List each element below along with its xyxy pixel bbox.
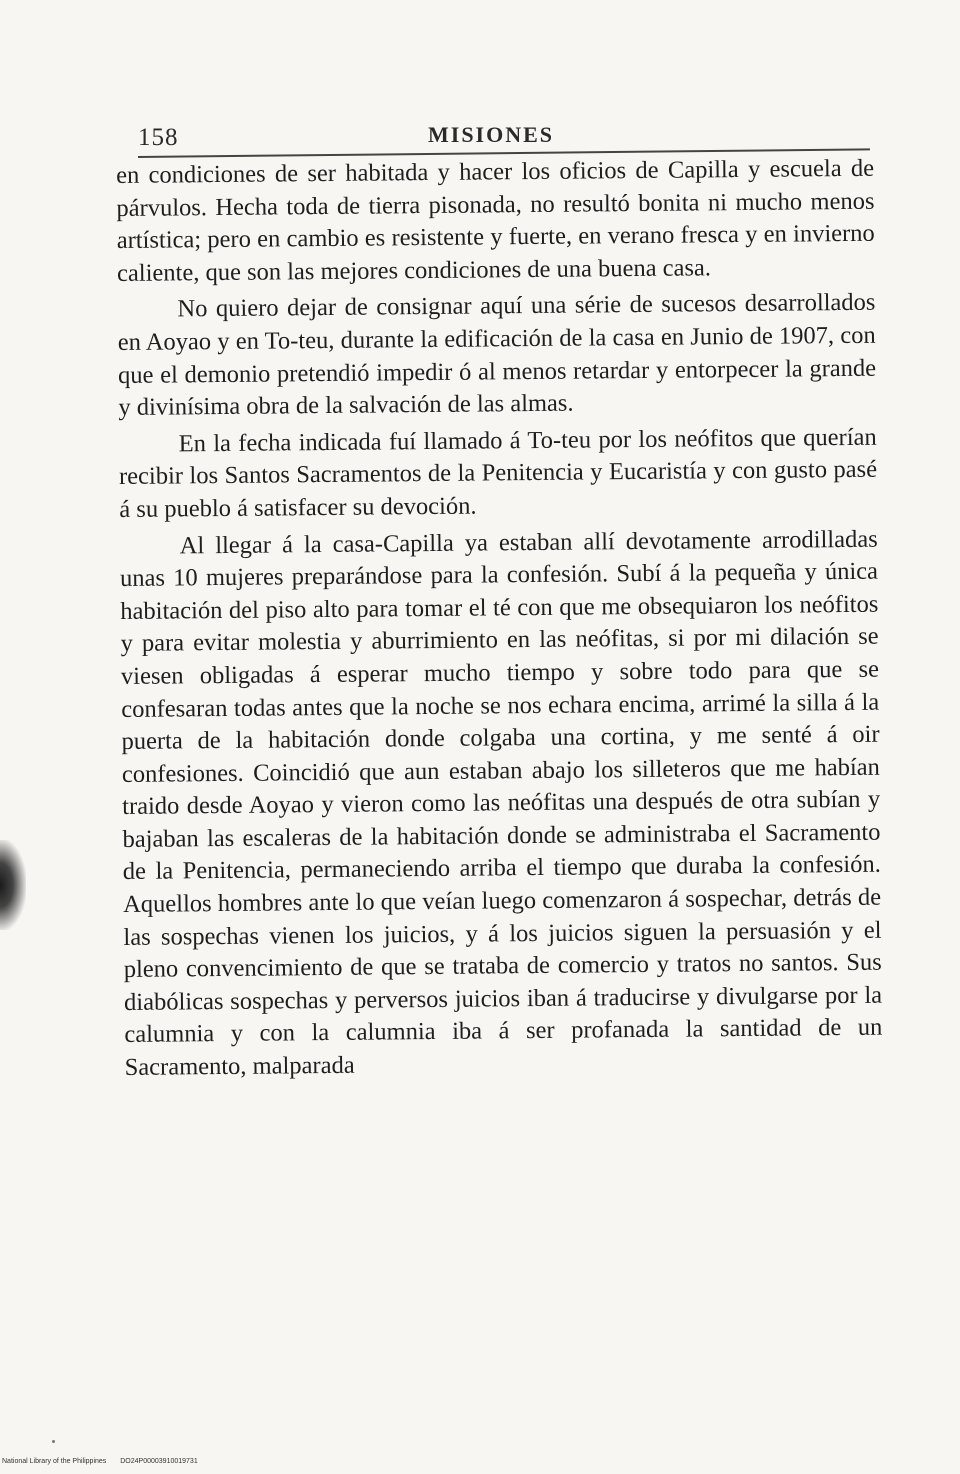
paragraph-continued: en condiciones de ser habitada y hacer los oficios de Capilla y escuela de párvulos. Hecha toda de tierra pisonada, no resultó bonita ni mucho menos artística; pero en cambio es resistente y fuerte, en verano fresca y en invierno caliente, que son las mejores condiciones de una buena casa. [116, 154, 875, 287]
paragraph: No quiero dejar de consignar aquí una série de sucesos desarrollados en Aoyao y en To-teu, durante la edificación de la casa en Junio de 1907, con que el demonio pretendió impedir ó al menos retardar y entorpecer la grande y divinísima obra de la salvación de las almas. [117, 289, 877, 422]
footer-identifier: DO24P00003910019731 [120, 1458, 198, 1465]
scan-edge-shadow [0, 840, 26, 930]
footer-library: National Library of the Philippines [2, 1458, 107, 1465]
scan-footer [2, 1458, 198, 1465]
page-number: 158 [138, 124, 179, 151]
paragraph: En la fecha indicada fuí llamado á To-teu por los neófitos que querían recibir los Santos Sacramentos de la Penitencia y Eucaristía y con gusto pasé á su pueblo á satisfacer su devoción. [118, 423, 878, 523]
scan-speck [52, 1440, 55, 1443]
running-title: MISIONES [428, 122, 555, 147]
page-header [138, 118, 870, 158]
paragraph: Al llegar á la casa-Capilla ya estaban allí devotamente arrodilladas unas 10 mujeres preparándose para la confesión. Subí á la pequeña y única habitación del piso alto para tomar el té con que me obsequiaron los neófitos y para evitar molestia y aburrimiento en las neófitas, si por mi dilación se viesen obligadas á esperar mucho tiempo y sobre todo para que se confesaran todas antes que la noche se nos echara encima, arrimé la silla á la puerta de la habitación donde colgaba una cortina, y me senté á oir confesiones. Coincidió que aun estaban abajo los silleteros que me habían traido desde Aoyao y vieron como las neófitas una después de otra subían y bajaban las escaleras de la habitación donde se administraba el Sacramento de la Penitencia, permaneciendo arriba el tiempo que duraba la confesión. Aquellos hombres ante lo que veían luego comenzaron á sospechar, detrás de las sospechas vienen los juicios, y á los juicios siguen la persuasión y el pleno convencimiento de que se trataba de comercio y tratos no santos. Sus diabólicas sospechas y perversos juicios iban á traducirse y divulgarse por la calumnia y con la calumnia iba á ser profanada la santidad de un Sacramento, malparada [119, 525, 883, 1081]
body-text [116, 153, 883, 1085]
